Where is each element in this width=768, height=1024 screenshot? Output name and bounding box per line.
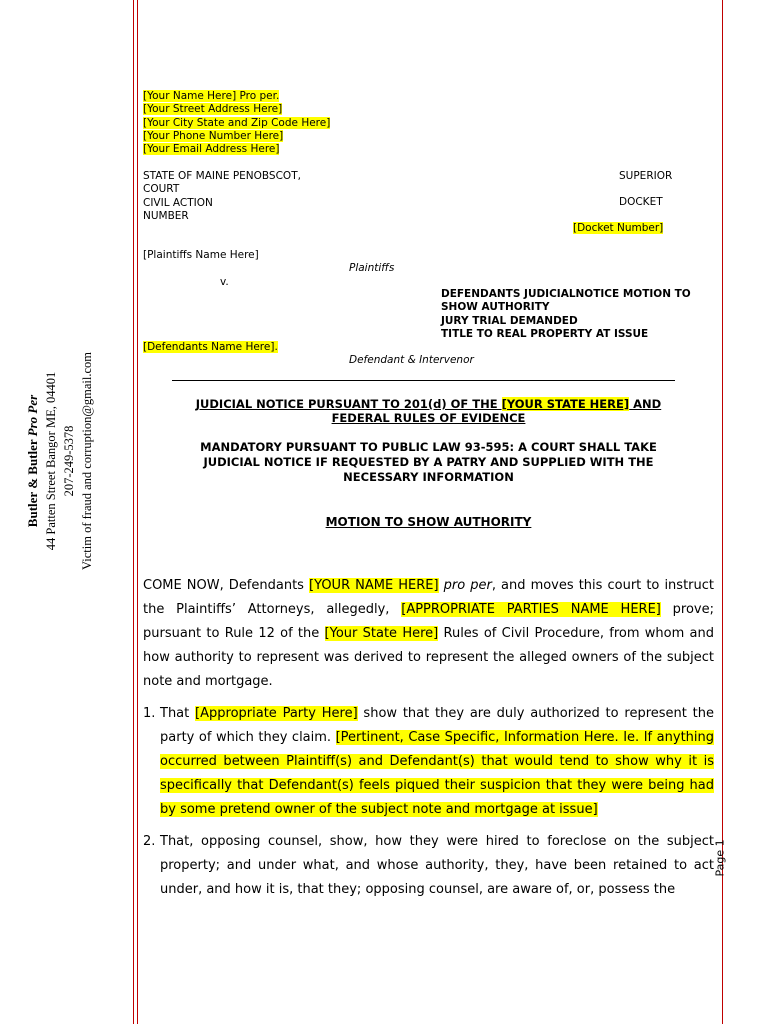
court-state: STATE OF MAINE PENOBSCOT, COURT CIVIL ACTION NUMBER	[143, 170, 301, 222]
firm-phone: 207-249-5378	[62, 425, 76, 497]
court-docket: DOCKET	[619, 196, 663, 208]
opening-paragraph: COME NOW, Defendants [YOUR NAME HERE] pro per, and moves this court to instruct the Plaintiffs’ Attorneys, allegedly, [APPROPRIATE PARTIES NAME HERE] prove; pursuant to Rule 12 of the [Your State Here] Rules of Civil Procedure, from whom and how authority to represent was derived to represent the alleged owners of the subject note and mortgage.	[143, 578, 715, 689]
motion-caption-title: DEFENDANTS JUDICIALNOTICE MOTION TO SHOW AUTHORITY JURY TRIAL DEMANDED TITLE TO REAL PROPERTY AT ISSUE	[441, 288, 691, 340]
sidebar-firm-info	[20, 330, 100, 600]
judicial-notice-heading: JUDICIAL NOTICE PURSUANT TO 201(d) OF THE [YOUR STATE HERE] AND FEDERAL RULES OF EVIDENCE	[195, 397, 662, 425]
court-superior: SUPERIOR	[619, 170, 673, 182]
filer-email: [Your Email Address Here]	[143, 143, 280, 156]
list-item-2: 2. That, opposing counsel, show, how they were hired to foreclose on the subject property; and under what, and whose authority, they, have been retained to act under, and how it is, that they; opposing counsel, are aware of, or, possess the	[143, 834, 714, 897]
margin-rule-left-outer	[133, 0, 134, 1024]
filer-name: [Your Name Here] Pro per.	[143, 90, 280, 102]
firm-name: Butler & Butler Pro Per	[25, 394, 40, 528]
margin-rule-left-inner	[137, 0, 138, 1024]
mandatory-heading: MANDATORY PURSUANT TO PUBLIC LAW 93-595: A COURT SHALL TAKE JUDICIAL NOTICE IF REQUESTED BY A PATRY AND SUPPLIED WITH THE NECESSARY INFORMATION	[200, 440, 657, 484]
defendant-label: Defendant & Intervenor	[349, 354, 474, 366]
versus: v.	[220, 276, 229, 288]
filer-city: [Your City State and Zip Code Here]	[143, 116, 331, 129]
defendants-name: [Defendants Name Here].	[143, 341, 278, 353]
firm-address: 44 Patten Street Bangor ME, 04401	[44, 371, 58, 551]
plaintiffs-name: [Plaintiffs Name Here]	[143, 249, 259, 261]
motion-heading: MOTION TO SHOW AUTHORITY	[325, 515, 532, 529]
firm-email: Victim of fraud and corruption@gmail.com	[80, 352, 94, 570]
filer-phone: [Your Phone Number Here]	[143, 129, 284, 142]
caption-divider	[172, 380, 675, 381]
filer-street: [Your Street Address Here]	[143, 103, 283, 116]
page-number: Page 1	[713, 839, 727, 877]
list-item-1: 1. That [Appropriate Party Here] show that they are duly authorized to represent the party of which they claim. [Pertinent, Case Specific, Information Here. Ie. If anything occurred between Plaintiff(s) and Defendant(s) that would tend to show why it is specifically that Defendant(s) feels piqued their suspicion that they were being had by some pretend owner of the subject note and mortgage at issue]	[143, 706, 715, 817]
plaintiffs-label: Plaintiffs	[349, 262, 395, 274]
filer-info-block	[143, 90, 330, 156]
docket-number: [Docket Number]	[573, 222, 664, 234]
